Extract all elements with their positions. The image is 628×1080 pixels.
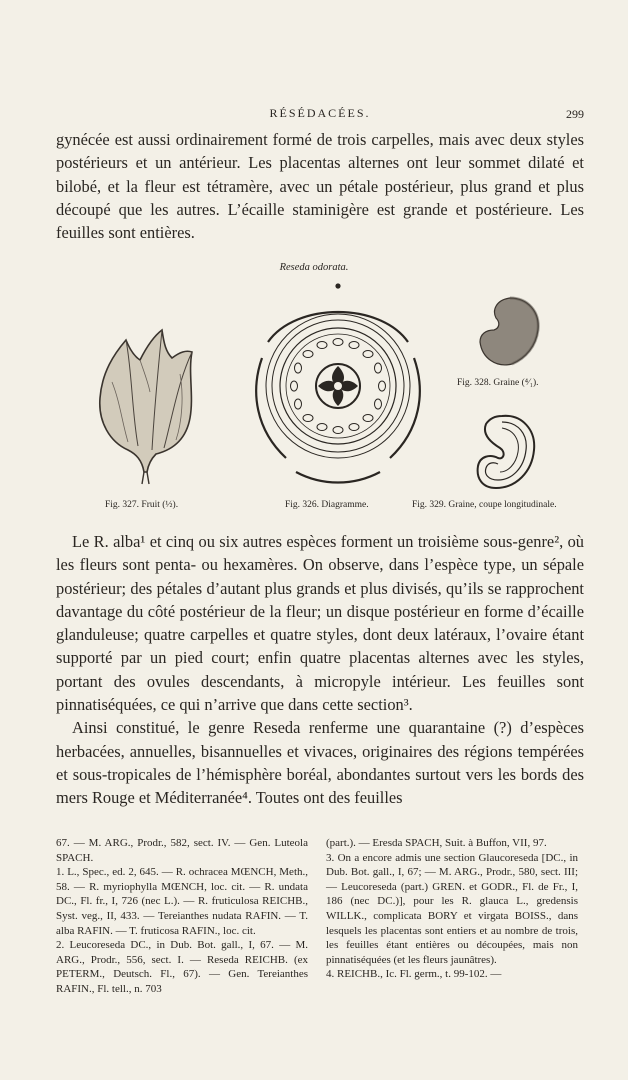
body-paragraph-1	[56, 128, 584, 244]
paragraph-text: Ainsi constitué, le genre Reseda renferme une quarantaine (?) d’espèces herbacées, annuelles, bisannuelles et vivaces, originaires des régions tempérées et sous-tropicales de l’hémisphère boréal, abondantes surtout vers les bords des mers Rouge et Méditerranée⁴. Toutes ont des feuilles	[56, 718, 584, 808]
footnote: 2. Leucoreseda DC., in Dub. Bot. gall., I, 67. — M. ARG., Prodr., 556, sect. I. — Reseda REICHB. (ex PETERM., Deutsch. Fl., 67). — Gen. Tereianthes RAFIN., Fl. tell., n. 703	[56, 939, 308, 995]
page-header	[56, 106, 584, 126]
running-title: RÉSÉDACÉES.	[269, 106, 371, 120]
seed-section-illustration	[472, 412, 538, 494]
caption-fig-326: Fig. 326. Diagramme.	[285, 500, 369, 510]
footnote: 67. — M. ARG., Prodr., 582, sect. IV. — Gen. Luteola SPACH.	[56, 837, 308, 864]
footnote: (part.). — Eresda SPACH, Suit. à Buffon, VII, 97.	[326, 837, 547, 849]
body-paragraph-2-3	[56, 530, 584, 810]
fruit-illustration	[92, 322, 202, 487]
footnote: 3. On a encore admis une section Glaucoreseda [DC., in Dub. Bot. gall., I, 67; — M. ARG., Prodr., 580, sect. III; — Leucoreseda (part.) GREN. et GODR., Fl. de Fr., I, 186 (nec DC.)], pour les R. glauca L., gredensis WILLK., complicata BORY et virgata BOISS., dans lesquels les placentas sont entiers et au nombre de trois, les feuilles étant entières ou découpées, mais non pinnatiséquées (et les fleurs jaunâtres).	[326, 851, 578, 966]
footnotes-left-column	[56, 836, 308, 997]
caption-fig-328: Fig. 328. Graine (⁴⁄₁).	[457, 378, 539, 388]
footnote: 1. L., Spec., ed. 2, 645. — R. ochracea MŒNCH, Meth., 58. — R. myriophylla MŒNCH, loc. cit. — R. undata DC., Fl. fr., I, 726 (nec L.). — R. fruticulosa REICHB., Syst. veg., II, 433. — Tereianthes nudata RAFIN. — T. alba RAFIN. — T. fruticosa RAFIN., loc. cit.	[56, 866, 308, 937]
figure-title: Reseda odorata.	[279, 262, 349, 273]
caption-fig-329: Fig. 329. Graine, coupe longitudinale.	[412, 500, 557, 510]
paragraph-text: Le R. alba¹ et cinq ou six autres espèces forment un troisième sous-genre², où les fleurs sont penta- ou hexamères. On observe, dans l’espèce type, un sépale postérieur; des pétales d’autant plus grands et plus divisés, qu’ils se rapprochent davantage du côté postérieur de la fleur; un disque postérieur en forme d’écaille glanduleuse; quatre carpelles et quatre styles, dont deux latéraux, l’ovaire étant supporté par un pied court; enfin quatre placentas alternes avec les styles, portant des ovules descendants, à micropyle intérieur. Les feuilles sont pinnatiséquées, ce qui n’arrive que dans cette section³.	[56, 532, 584, 715]
paragraph-text: gynécée est aussi ordinairement formé de trois carpelles, mais avec deux styles postérieurs et un antérieur. Les placentas alternes ont leur sommet dilaté et bilobé, et la fleur est tétramère, avec un pétale postérieur, plus grand et plus découpé que les autres. L’écaille staminigère est grande et postérieure. Les feuilles sont entières.	[56, 130, 584, 243]
floral-diagram	[246, 282, 430, 492]
page-number: 299	[566, 107, 584, 121]
footnotes-right-column	[326, 836, 578, 982]
caption-fig-327: Fig. 327. Fruit (½).	[105, 500, 179, 510]
seed-illustration	[474, 294, 544, 368]
footnote: 4. REICHB., Ic. Fl. germ., t. 99-102. —	[326, 968, 502, 981]
